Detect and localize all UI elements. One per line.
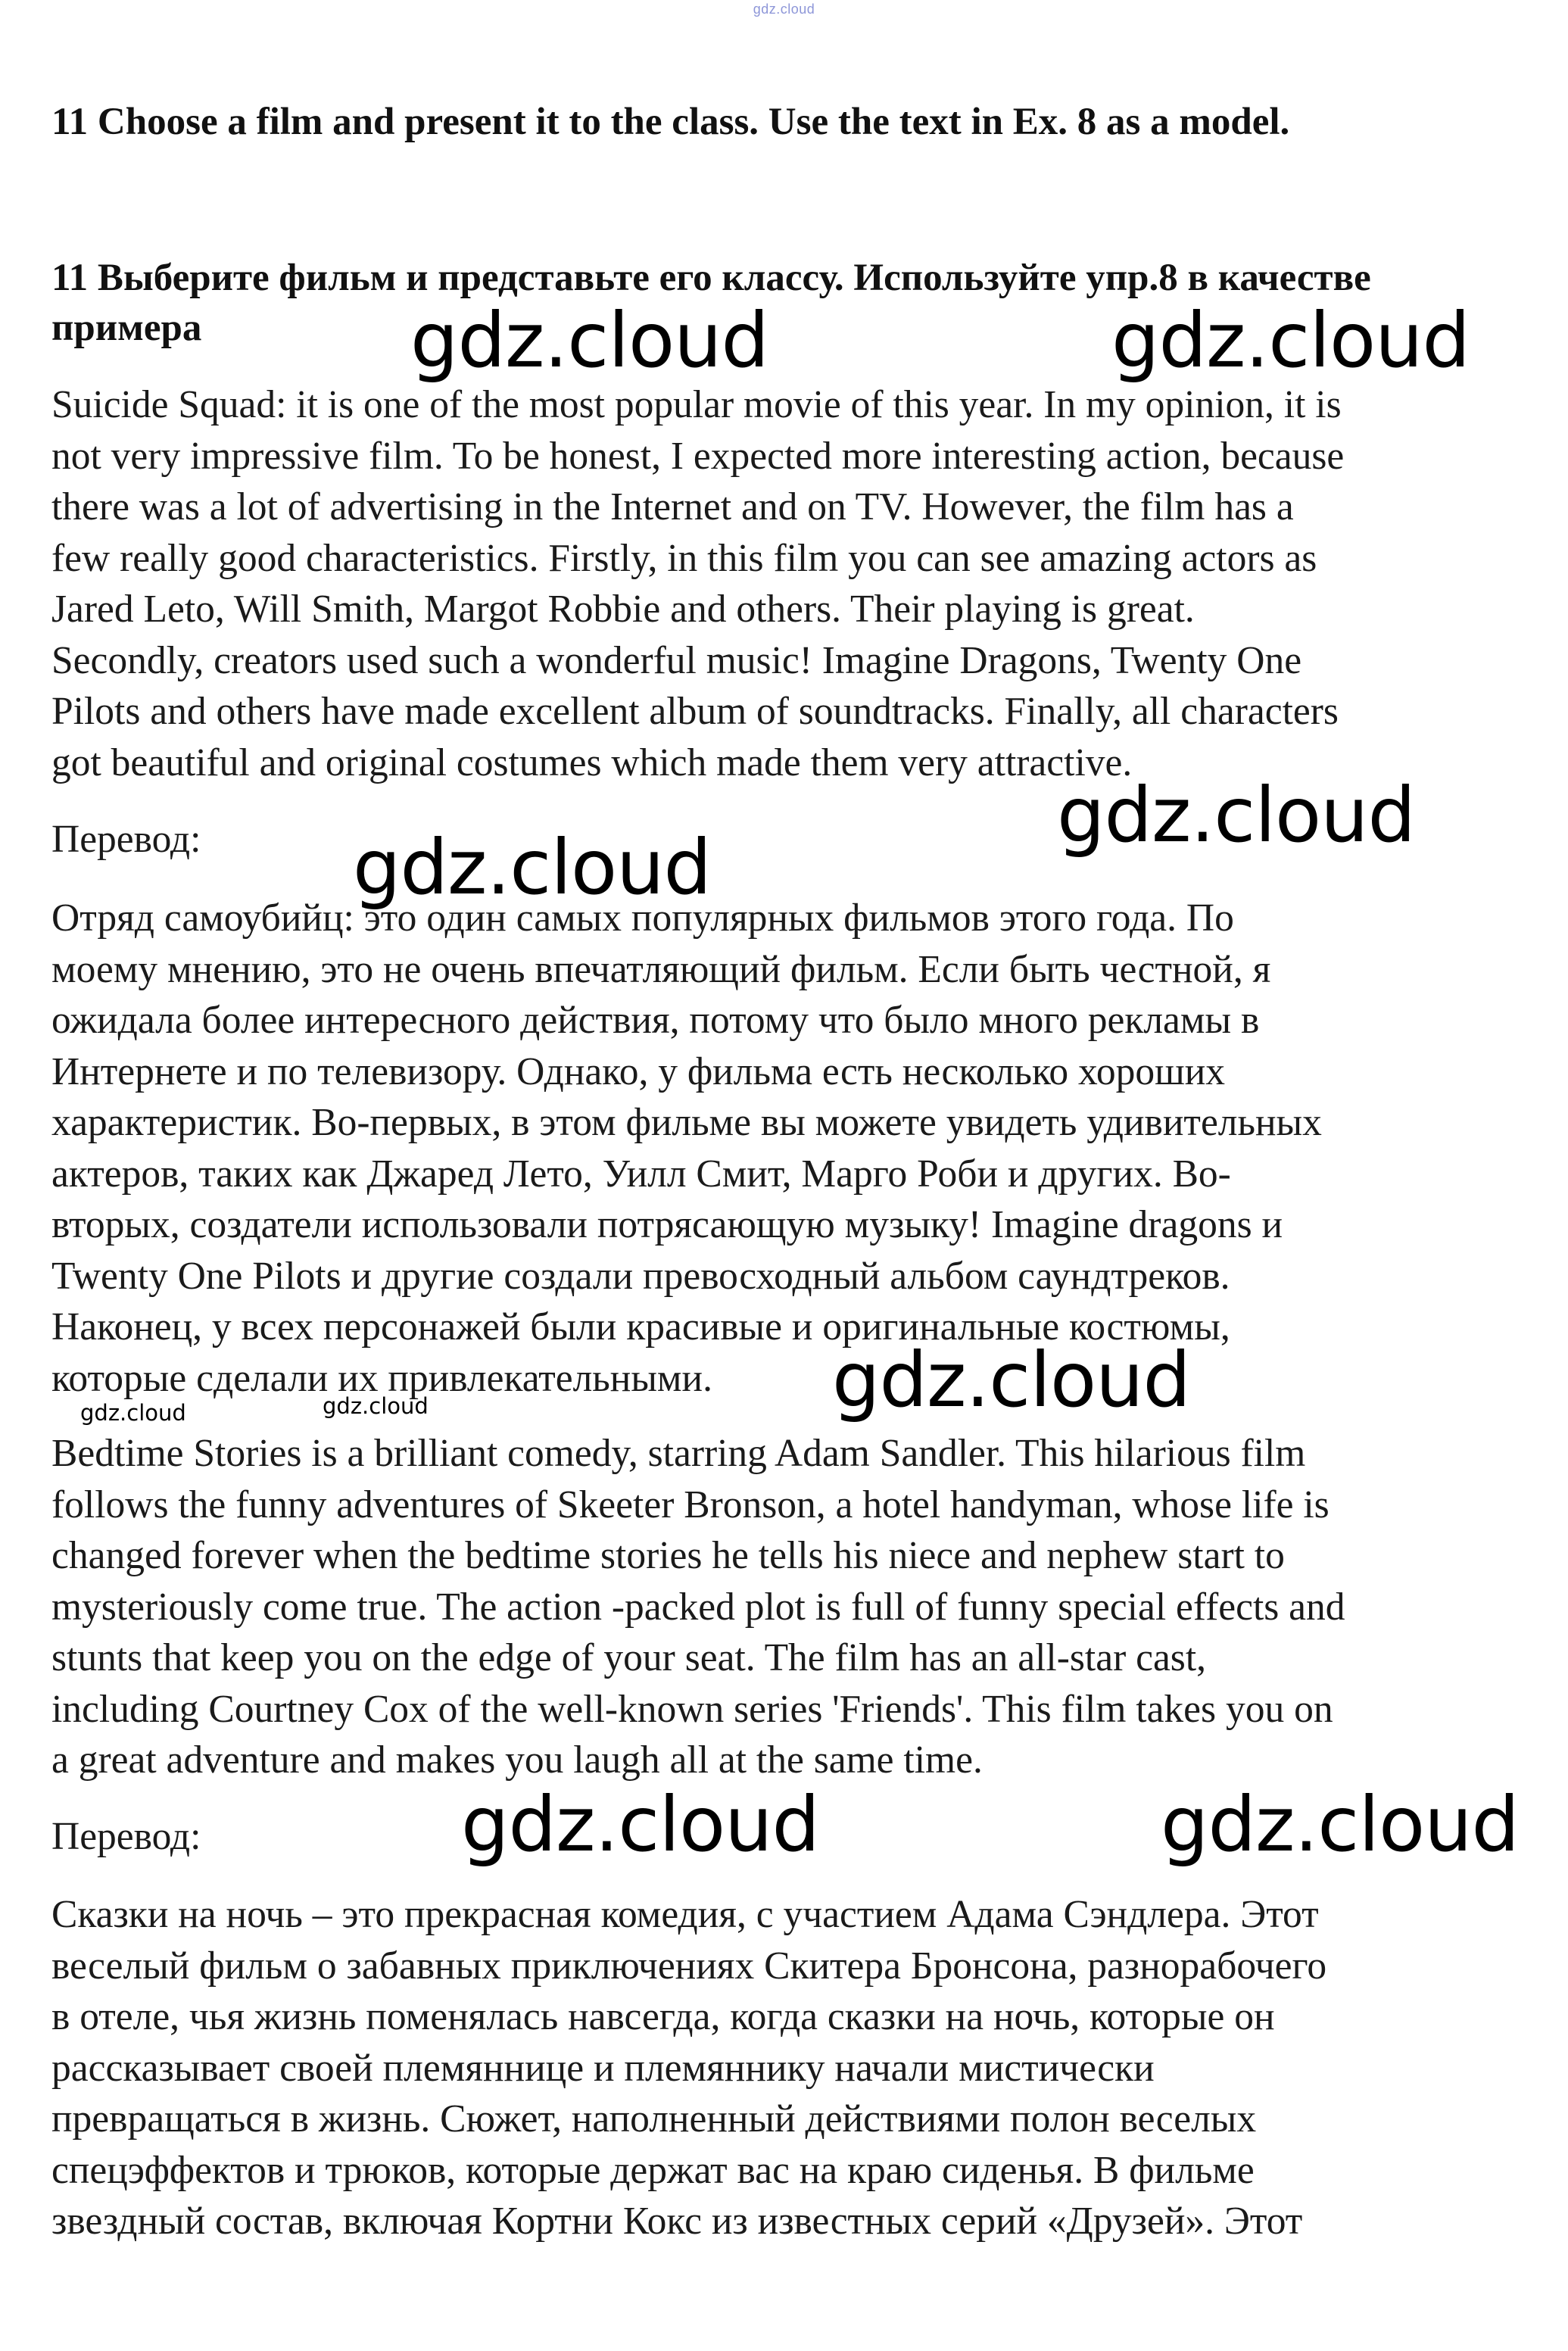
watermark: gdz.cloud <box>323 1393 429 1419</box>
watermark: gdz.cloud <box>832 1336 1191 1424</box>
translation-label: Перевод: <box>51 1815 201 1858</box>
watermark: gdz.cloud <box>461 1780 820 1869</box>
suicide-squad-paragraph: Suicide Squad: it is one of the most popular movie of this year. In my opinion, it is not very impressive film. To be honest, I expected more interesting action, because there was a lot of advertising in the Internet and on TV. However, the film has a few really good characteristics. Firstly, in this film you can see amazing actors as Jared Leto, Will Smith, Margot Robbie and others. Their playing is great. Secondly, creators used such a wonderful music! Imagine Dragons, Twenty One Pilots and others have made excellent album of soundtracks. Finally, all characters got beautiful and original costumes which made them very attractive. <box>51 383 1345 784</box>
watermark: gdz.cloud <box>410 296 769 385</box>
bedtime-stories-paragraph: Bedtime Stories is a brilliant comedy, starring Adam Sandler. This hilarious film follows the funny adventures of Skeeter Bronson, a hotel handyman, whose life is changed forever when the bedtime stories he tells his niece and nephew start to mysteriously come true. The action -packed plot is full of funny special effects and stunts that keep you on the edge of your seat. The film has an all-star cast, including Courtney Cox of the well-known series 'Friends'. This film takes you on a great adventure and makes you laugh all at the same time. <box>51 1432 1345 1782</box>
watermark: gdz.cloud <box>1111 296 1470 385</box>
watermark: gdz.cloud <box>1057 771 1416 859</box>
suicide-squad-translation-paragraph: Отряд самоубийц: это один самых популярных фильмов этого года. По моему мнению, это не очень впечатляющий фильм. Если быть честной, я ожидала более интересного действия, потому что было много рекламы в Интернете и по телевизору. Однако, у фильма есть несколько хороших характеристик. Во-первых, в этом фильме вы можете увидеть удивительных актеров, таких как Джаред Лето, Уилл Смит, Марго Роби и других. Во- вторых, создатели использовали потрясающую музыку! Imagine dragons и Twenty One Pilots и другие создали превосходный альбом саундтреков. Наконец, у всех персонажей были красивые и оригинальные костюмы, которые сделали их привлекательными. <box>51 896 1322 1400</box>
watermark: gdz.cloud <box>80 1400 186 1426</box>
top-watermark: gdz.cloud <box>753 2 815 17</box>
task-title-russian: 11 Выберите фильм и представьте его классу. Используйте упр.8 в качестве примера <box>51 257 1371 349</box>
task-title-english: 11 Choose a film and present it to the class. Use the text in Ex. 8 as a model. <box>51 101 1290 143</box>
watermark: gdz.cloud <box>1161 1780 1520 1869</box>
translation-label: Перевод: <box>51 818 201 861</box>
bedtime-stories-translation-paragraph: Сказки на ночь – это прекрасная комедия, с участием Адама Сэндлера. Этот веселый фильм о забавных приключениях Скитера Бронсона, разнорабочего в отеле, чья жизнь поменялась навсегда, когда сказки на ночь, которые он рассказывает своей племяннице и племяннику начали мистически превращаться в жизнь. Сюжет, наполненный действиями полон веселых спецэффектов и трюков, которые держат вас на краю сиденья. В фильме звездный состав, включая Кортни Кокс из известных серий «Друзей». Этот <box>51 1893 1327 2243</box>
watermark: gdz.cloud <box>353 823 712 912</box>
